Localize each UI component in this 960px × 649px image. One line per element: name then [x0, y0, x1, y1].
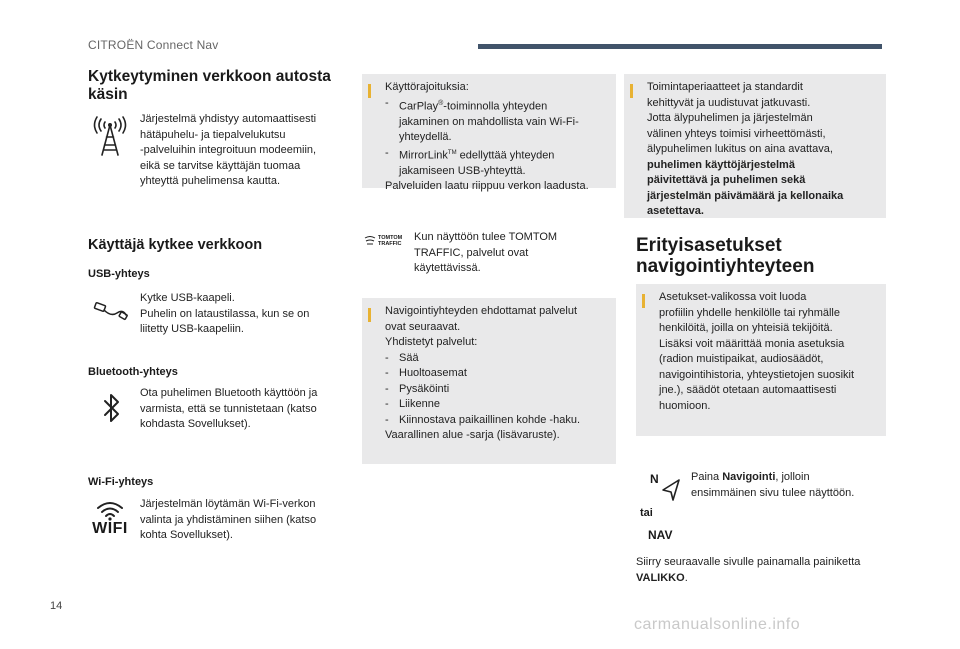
wifi-connection-text: Järjestelmän löytämän Wi-Fi-verkon valinta ja yhdistäminen siihen (katso kohta Sovellukset). — [140, 498, 317, 541]
navigation-arrow-icon — [650, 472, 690, 504]
list-item: - Huoltoasemat — [385, 367, 467, 379]
list-item: - MirrorLink™ edellyttää yhteyden — [385, 146, 555, 162]
info-marker — [642, 294, 645, 308]
list-item: - Kiinnostava paikaillinen kohde -haku. — [385, 413, 581, 426]
watermark: carmanualsonline.info — [634, 616, 801, 633]
bluetooth-icon — [100, 390, 124, 426]
usb-connection-text: Kytke USB-kaapeli. Puhelin on lataustilassa, kun se on liitetty USB-kaapeliin. — [140, 292, 310, 335]
principles-info-box: Toimintaperiaatteet ja standardit kehittyvät ja uudistuvat jatkuvasti. Jotta älypuhelimen ja järjestelmän välinen yhteys toimisi virheettömästi, älypuhelimen lukitus on aina avattava, puhelimen käyttöjärjestelmä päivitettävä ja puhelimen sekä järjestelmän päivämäärä ja kellonaika asetettava. — [624, 74, 886, 218]
profiles-info-box: Asetukset-valikossa voit luoda profiilin yhdelle henkilölle tai ryhmälle henkilöitä, joilla on yhteisiä tekijöitä. Lisäksi voit määrittää monia asetuksia (radion muistipaikat, audiosäädöt, navigointihistoria, yhteystietojen suosikit jne.), säädöt otetaan automaattisesti huomioon. — [636, 284, 886, 436]
info-marker — [368, 308, 371, 322]
auto-connection-text: Järjestelmä yhdistyy automaattisesti hätäpuhelu- ja tiepalvelukutsu -palveluihin integroituun modeemiin, eikä se tarvitse käyttäjän tuomaa yhteyttä puhelimensa kautta. — [140, 113, 317, 187]
antenna-icon — [90, 114, 130, 158]
wifi-icon-label: WIFI — [92, 520, 128, 537]
services-info-box: Navigointiyhteyden ehdottamat palvelut ovat seuraavat. Yhdistetyt palvelut: - Sää - Huoltoasemat - Pysäköinti - Liikenne - Kiinnostava paikaillinen kohde -haku. Vaarallinen alue -sarja (lisävaruste). — [362, 298, 616, 464]
section-heading-manual-connection: Kytkeytyminen verkkoon autosta käsin — [88, 68, 331, 103]
usb-connection-label: USB-yhteys — [88, 268, 150, 280]
press-navigation-text: Paina Navigointi, jolloin ensimmäinen sivu tulee näyttöön. — [691, 471, 855, 499]
header-accent-bar — [478, 44, 882, 49]
page-number: 14 — [50, 600, 63, 612]
usage-limits-info-box: Käyttörajoituksia: - CarPlay®-toiminnolla yhteyden jakaminen on mahdollista vain Wi-Fi- yhteydellä. - MirrorLink™ edellyttää yhteyden jakamiseen USB-yhteyttä. Palveluiden laatu riippuu verkon laadusta. — [362, 74, 616, 188]
or-label: tai — [640, 507, 653, 519]
bluetooth-connection-label: Bluetooth-yhteys — [88, 366, 178, 378]
nav-button[interactable]: NAV — [648, 528, 673, 542]
info-marker — [368, 84, 371, 98]
running-header: CITROËN Connect Nav — [88, 38, 219, 52]
section-heading-user-connection: Käyttäjä kytkee verkkoon — [88, 237, 263, 253]
tomtom-traffic-text: Kun näyttöön tulee TOMTOM TRAFFIC, palvelut ovat käytettävissä. — [414, 231, 558, 274]
wifi-icon — [88, 494, 132, 544]
tomtom-traffic-icon: TOMTOM TRAFFIC — [364, 234, 410, 248]
list-item: - Pysäköinti — [385, 382, 450, 395]
next-page-text: Siirry seuraavalle sivulle painamalla painiketta VALIKKO. — [636, 556, 861, 584]
list-item: - Liikenne — [385, 398, 440, 410]
usb-cable-icon — [92, 298, 130, 324]
bluetooth-connection-text: Ota puhelimen Bluetooth käyttöön ja varmista, että se tunnistetaan (katso kohdasta Sovellukset). — [140, 387, 318, 430]
list-item: - Sää — [385, 351, 419, 364]
info-marker — [630, 84, 633, 98]
wifi-connection-label: Wi-Fi-yhteys — [88, 476, 154, 488]
nav-compass-letter: N — [650, 472, 659, 486]
list-item: - CarPlay®-toiminnolla yhteyden — [385, 96, 548, 113]
section-heading-special-settings: Erityisasetukset navigointiyhteyteen — [636, 235, 815, 277]
